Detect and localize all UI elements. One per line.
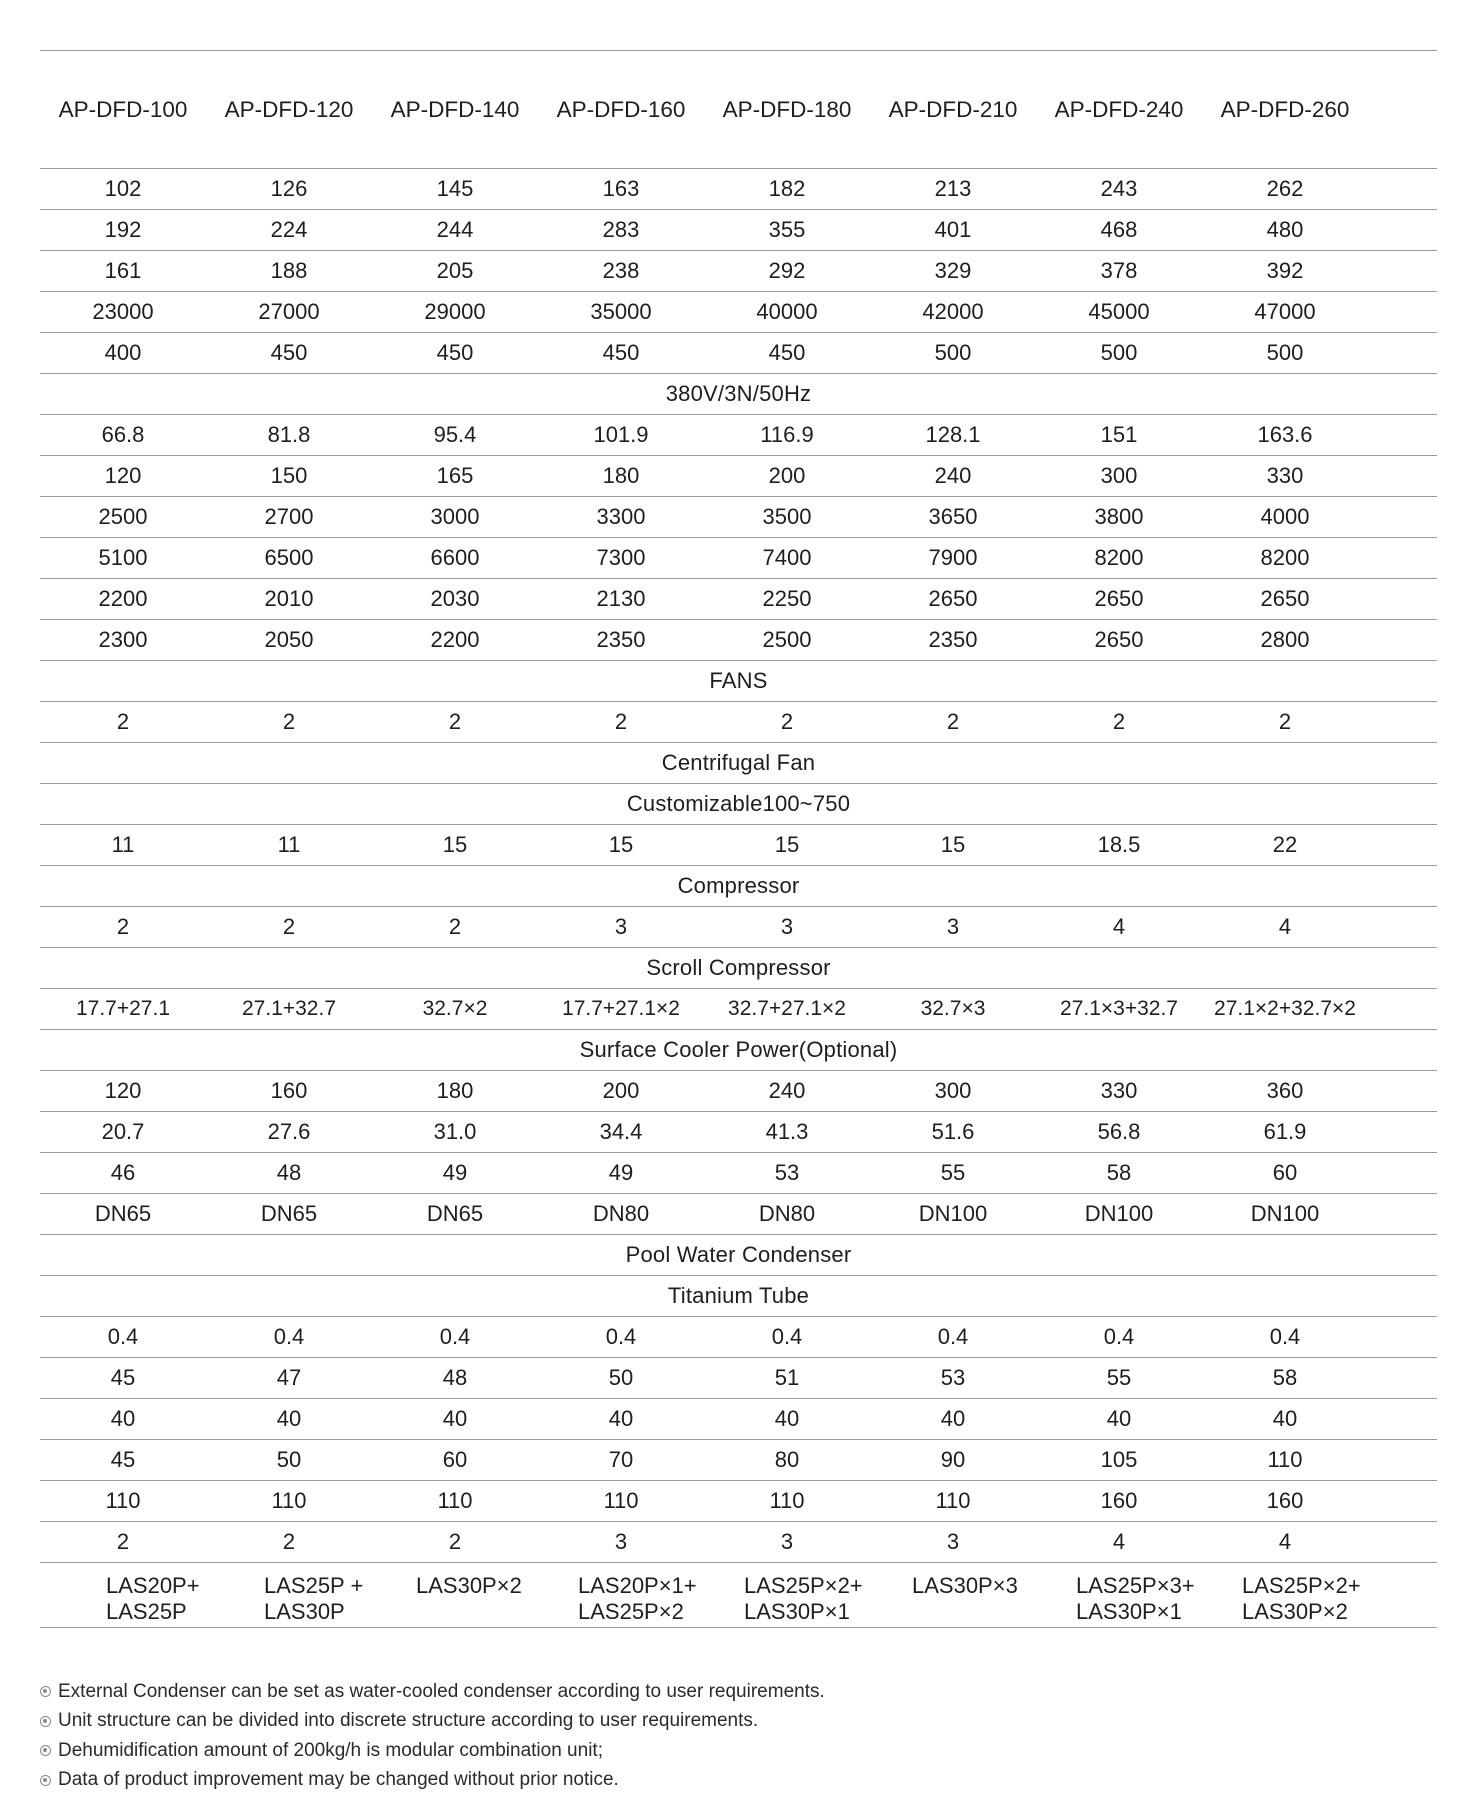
value-cell: 3 bbox=[780, 914, 794, 939]
value-cell: 53 bbox=[774, 1160, 800, 1185]
value-cell: 205 bbox=[436, 258, 474, 283]
value-cell: 49 bbox=[442, 1160, 468, 1185]
value-cell: 40000 bbox=[756, 299, 818, 324]
value-cell: DN80 bbox=[758, 1201, 816, 1226]
value-cell: 7900 bbox=[928, 545, 978, 570]
section-label: Customizable100~750 bbox=[626, 791, 851, 816]
value-cell: 27000 bbox=[258, 299, 320, 324]
combination-line: LAS30P×1 bbox=[744, 1599, 850, 1624]
model-name-cell: AP-DFD-260 bbox=[1220, 96, 1350, 122]
value-cell: 102 bbox=[104, 176, 142, 201]
value-cell: DN100 bbox=[918, 1201, 988, 1226]
data-row bbox=[40, 1071, 1437, 1112]
combination-line: LAS20P×1+ bbox=[578, 1573, 697, 1598]
model-header-row bbox=[40, 51, 1437, 169]
data-row bbox=[40, 497, 1437, 538]
value-cell: 17.7+27.1 bbox=[75, 997, 170, 1020]
value-cell: 110 bbox=[271, 1488, 307, 1513]
value-cell: 2 bbox=[614, 709, 628, 734]
value-cell: 58 bbox=[1272, 1365, 1298, 1390]
value-cell: 56.8 bbox=[1097, 1119, 1141, 1144]
note-text: Unit structure can be divided into discrete structure according to user requirements. bbox=[58, 1710, 759, 1732]
value-cell: 283 bbox=[602, 217, 640, 242]
value-cell: 8200 bbox=[1094, 545, 1144, 570]
data-row bbox=[40, 1399, 1437, 1440]
section-row bbox=[40, 866, 1437, 907]
section-label: FANS bbox=[709, 668, 768, 693]
value-cell: 182 bbox=[768, 176, 806, 201]
value-cell: 45000 bbox=[1088, 299, 1150, 324]
value-cell: 2500 bbox=[98, 504, 148, 529]
value-cell: 110 bbox=[105, 1488, 141, 1513]
value-cell: 224 bbox=[270, 217, 308, 242]
data-row bbox=[40, 620, 1437, 661]
model-name-cell: AP-DFD-240 bbox=[1054, 96, 1184, 122]
value-cell: 151 bbox=[1100, 422, 1138, 447]
value-cell: 200 bbox=[768, 463, 806, 488]
data-row bbox=[40, 579, 1437, 620]
combination-row bbox=[40, 1563, 1437, 1628]
value-cell: 27.1×3+32.7 bbox=[1060, 997, 1178, 1020]
value-cell: 3 bbox=[780, 1529, 794, 1554]
combination-cell bbox=[870, 1563, 1036, 1599]
section-label: Titanium Tube bbox=[667, 1283, 810, 1308]
value-cell: 27.1×2+32.7×2 bbox=[1214, 997, 1356, 1020]
value-cell: 101.9 bbox=[593, 422, 649, 447]
value-cell: 22 bbox=[1272, 832, 1298, 857]
data-row bbox=[40, 210, 1437, 251]
value-cell: 40 bbox=[1106, 1406, 1132, 1431]
data-row bbox=[40, 456, 1437, 497]
value-cell: 55 bbox=[940, 1160, 966, 1185]
value-cell: 2250 bbox=[762, 586, 812, 611]
combination-cell bbox=[1202, 1563, 1368, 1625]
combination-cell bbox=[206, 1563, 372, 1625]
value-cell: DN100 bbox=[1250, 1201, 1320, 1226]
data-row bbox=[40, 825, 1437, 866]
value-cell: 2350 bbox=[596, 627, 646, 652]
value-cell: 160 bbox=[1100, 1488, 1138, 1513]
value-cell: 165 bbox=[436, 463, 474, 488]
value-cell: 2 bbox=[1112, 709, 1126, 734]
note-text: Dehumidification amount of 200kg/h is modular combination unit; bbox=[58, 1739, 603, 1761]
value-cell: 120 bbox=[104, 1078, 142, 1103]
value-cell: 0.4 bbox=[273, 1324, 305, 1349]
value-cell: 330 bbox=[1100, 1078, 1138, 1103]
value-cell: 7400 bbox=[762, 545, 812, 570]
combination-line: LAS25P×2+ bbox=[1242, 1573, 1361, 1598]
value-cell: 4 bbox=[1112, 914, 1126, 939]
value-cell: 240 bbox=[934, 463, 972, 488]
data-row bbox=[40, 1112, 1437, 1153]
value-cell: 15 bbox=[940, 832, 966, 857]
value-cell: 58 bbox=[1106, 1160, 1132, 1185]
value-cell: 2650 bbox=[928, 586, 978, 611]
section-row bbox=[40, 743, 1437, 784]
note-item bbox=[40, 1766, 1340, 1796]
value-cell: 6600 bbox=[430, 545, 480, 570]
note-item bbox=[40, 1707, 1340, 1737]
value-cell: 244 bbox=[436, 217, 474, 242]
section-row bbox=[40, 784, 1437, 825]
notes-list bbox=[40, 1677, 1340, 1795]
value-cell: 45 bbox=[110, 1365, 136, 1390]
value-cell: 378 bbox=[1100, 258, 1138, 283]
value-cell: 2700 bbox=[264, 504, 314, 529]
value-cell: 3650 bbox=[928, 504, 978, 529]
section-row bbox=[40, 948, 1437, 989]
section-label: 380V/3N/50Hz bbox=[665, 381, 812, 406]
spec-table bbox=[40, 50, 1437, 1628]
section-label: Scroll Compressor bbox=[646, 955, 831, 980]
value-cell: 145 bbox=[436, 176, 474, 201]
value-cell: 40 bbox=[774, 1406, 800, 1431]
section-label: Compressor bbox=[677, 873, 800, 898]
section-row bbox=[40, 1235, 1437, 1276]
value-cell: 11 bbox=[111, 832, 135, 857]
value-cell: 47 bbox=[276, 1365, 302, 1390]
value-cell: 2130 bbox=[596, 586, 646, 611]
value-cell: 2 bbox=[1278, 709, 1292, 734]
value-cell: 163 bbox=[602, 176, 640, 201]
value-cell: 40 bbox=[276, 1406, 302, 1431]
value-cell: 2010 bbox=[264, 586, 314, 611]
section-label: Centrifugal Fan bbox=[661, 750, 816, 775]
section-label: Pool Water Condenser bbox=[625, 1242, 852, 1267]
data-row bbox=[40, 702, 1437, 743]
value-cell: 15 bbox=[774, 832, 800, 857]
value-cell: 3000 bbox=[430, 504, 480, 529]
value-cell: 2300 bbox=[98, 627, 148, 652]
value-cell: 80 bbox=[774, 1447, 800, 1472]
value-cell: DN80 bbox=[592, 1201, 650, 1226]
value-cell: 330 bbox=[1266, 463, 1304, 488]
value-cell: 40 bbox=[110, 1406, 136, 1431]
value-cell: 46 bbox=[110, 1160, 136, 1185]
combination-cell bbox=[704, 1563, 870, 1625]
value-cell: 360 bbox=[1266, 1078, 1304, 1103]
value-cell: 51 bbox=[774, 1365, 800, 1390]
value-cell: 51.6 bbox=[931, 1119, 975, 1144]
value-cell: 450 bbox=[270, 340, 308, 365]
value-cell: 2 bbox=[116, 914, 130, 939]
value-cell: 238 bbox=[602, 258, 640, 283]
value-cell: 450 bbox=[602, 340, 640, 365]
value-cell: 161 bbox=[104, 258, 142, 283]
value-cell: 180 bbox=[602, 463, 640, 488]
value-cell: 0.4 bbox=[107, 1324, 139, 1349]
value-cell: 3300 bbox=[596, 504, 646, 529]
section-row bbox=[40, 1030, 1437, 1071]
value-cell: 53 bbox=[940, 1365, 966, 1390]
value-cell: 90 bbox=[940, 1447, 966, 1472]
value-cell: 150 bbox=[270, 463, 308, 488]
value-cell: 3 bbox=[614, 1529, 628, 1554]
value-cell: 355 bbox=[768, 217, 806, 242]
value-cell: 163.6 bbox=[1257, 422, 1313, 447]
data-row bbox=[40, 169, 1437, 210]
value-cell: 2 bbox=[448, 1529, 462, 1554]
value-cell: DN65 bbox=[426, 1201, 484, 1226]
combination-cell bbox=[538, 1563, 704, 1625]
value-cell: 2650 bbox=[1260, 586, 1310, 611]
data-row bbox=[40, 907, 1437, 948]
value-cell: 60 bbox=[442, 1447, 468, 1472]
value-cell: 5100 bbox=[98, 545, 148, 570]
data-row bbox=[40, 1358, 1437, 1399]
bullet-icon bbox=[40, 1745, 51, 1756]
value-cell: 180 bbox=[436, 1078, 474, 1103]
model-name-cell: AP-DFD-180 bbox=[722, 96, 852, 122]
data-row bbox=[40, 1440, 1437, 1481]
value-cell: 29000 bbox=[424, 299, 486, 324]
value-cell: 50 bbox=[276, 1447, 302, 1472]
value-cell: 3800 bbox=[1094, 504, 1144, 529]
value-cell: 329 bbox=[934, 258, 972, 283]
data-row bbox=[40, 415, 1437, 456]
value-cell: 262 bbox=[1266, 176, 1304, 201]
value-cell: 23000 bbox=[92, 299, 154, 324]
value-cell: 2350 bbox=[928, 627, 978, 652]
value-cell: 31.0 bbox=[433, 1119, 477, 1144]
value-cell: 15 bbox=[442, 832, 468, 857]
data-row bbox=[40, 251, 1437, 292]
value-cell: 2 bbox=[946, 709, 960, 734]
value-cell: 240 bbox=[768, 1078, 806, 1103]
value-cell: 3500 bbox=[762, 504, 812, 529]
value-cell: 292 bbox=[768, 258, 806, 283]
value-cell: 49 bbox=[608, 1160, 634, 1185]
value-cell: 2 bbox=[282, 914, 296, 939]
value-cell: 0.4 bbox=[605, 1324, 637, 1349]
value-cell: 2030 bbox=[430, 586, 480, 611]
value-cell: 66.8 bbox=[101, 422, 145, 447]
value-cell: 50 bbox=[608, 1365, 634, 1390]
value-cell: 15 bbox=[608, 832, 634, 857]
combination-line: LAS30P×2 bbox=[416, 1573, 522, 1598]
value-cell: 500 bbox=[1100, 340, 1138, 365]
value-cell: 41.3 bbox=[765, 1119, 809, 1144]
value-cell: 32.7×3 bbox=[920, 997, 986, 1020]
value-cell: 2650 bbox=[1094, 586, 1144, 611]
value-cell: 4 bbox=[1112, 1529, 1126, 1554]
section-row bbox=[40, 1276, 1437, 1317]
value-cell: 40 bbox=[1272, 1406, 1298, 1431]
section-label: Surface Cooler Power(Optional) bbox=[579, 1037, 898, 1062]
value-cell: 3 bbox=[946, 1529, 960, 1554]
data-row bbox=[40, 1194, 1437, 1235]
value-cell: 160 bbox=[270, 1078, 308, 1103]
value-cell: DN100 bbox=[1084, 1201, 1154, 1226]
value-cell: 2 bbox=[116, 709, 130, 734]
value-cell: 17.7+27.1×2 bbox=[562, 997, 680, 1020]
combination-line: LAS25P×2 bbox=[578, 1599, 684, 1624]
value-cell: 3 bbox=[946, 914, 960, 939]
value-cell: 105 bbox=[1100, 1447, 1138, 1472]
combination-line: LAS20P+ bbox=[106, 1573, 200, 1598]
value-cell: 40 bbox=[940, 1406, 966, 1431]
value-cell: 2 bbox=[780, 709, 794, 734]
model-name-cell: AP-DFD-120 bbox=[224, 96, 354, 122]
value-cell: 110 bbox=[935, 1488, 971, 1513]
value-cell: 213 bbox=[934, 176, 972, 201]
value-cell: 300 bbox=[934, 1078, 972, 1103]
value-cell: 0.4 bbox=[771, 1324, 803, 1349]
bullet-icon bbox=[40, 1716, 51, 1727]
combination-line: LAS30P×3 bbox=[912, 1573, 1018, 1598]
value-cell: 4 bbox=[1278, 914, 1292, 939]
value-cell: 32.7+27.1×2 bbox=[728, 997, 846, 1020]
model-name-cell: AP-DFD-160 bbox=[556, 96, 686, 122]
value-cell: 126 bbox=[270, 176, 308, 201]
value-cell: 40 bbox=[608, 1406, 634, 1431]
bullet-icon bbox=[40, 1775, 51, 1786]
value-cell: 70 bbox=[608, 1447, 634, 1472]
value-cell: 32.7×2 bbox=[422, 997, 488, 1020]
model-name-cell: AP-DFD-100 bbox=[58, 96, 188, 122]
value-cell: 35000 bbox=[590, 299, 652, 324]
value-cell: 128.1 bbox=[925, 422, 981, 447]
value-cell: 2 bbox=[282, 1529, 296, 1554]
combination-cell bbox=[372, 1563, 538, 1599]
data-row bbox=[40, 1481, 1437, 1522]
value-cell: 0.4 bbox=[1103, 1324, 1135, 1349]
value-cell: 2200 bbox=[430, 627, 480, 652]
data-row bbox=[40, 989, 1437, 1030]
value-cell: 34.4 bbox=[599, 1119, 643, 1144]
data-row bbox=[40, 333, 1437, 374]
value-cell: 160 bbox=[1266, 1488, 1304, 1513]
value-cell: 27.6 bbox=[267, 1119, 311, 1144]
value-cell: 2 bbox=[116, 1529, 130, 1554]
value-cell: 20.7 bbox=[101, 1119, 145, 1144]
note-item bbox=[40, 1677, 1340, 1707]
value-cell: 400 bbox=[104, 340, 142, 365]
value-cell: 0.4 bbox=[439, 1324, 471, 1349]
value-cell: 40 bbox=[442, 1406, 468, 1431]
section-row bbox=[40, 374, 1437, 415]
value-cell: 4000 bbox=[1260, 504, 1310, 529]
value-cell: 120 bbox=[104, 463, 142, 488]
model-name-cell: AP-DFD-210 bbox=[888, 96, 1018, 122]
data-row bbox=[40, 538, 1437, 579]
value-cell: 45 bbox=[110, 1447, 136, 1472]
value-cell: 243 bbox=[1100, 176, 1138, 201]
combination-cell bbox=[1036, 1563, 1202, 1625]
value-cell: 200 bbox=[602, 1078, 640, 1103]
value-cell: 27.1+32.7 bbox=[241, 997, 336, 1020]
value-cell: 48 bbox=[276, 1160, 302, 1185]
value-cell: 110 bbox=[437, 1488, 473, 1513]
value-cell: 450 bbox=[768, 340, 806, 365]
value-cell: 0.4 bbox=[937, 1324, 969, 1349]
combination-line: LAS25P bbox=[106, 1599, 187, 1624]
combination-line: LAS30P bbox=[264, 1599, 345, 1624]
value-cell: 2 bbox=[282, 709, 296, 734]
value-cell: 55 bbox=[1106, 1365, 1132, 1390]
value-cell: 468 bbox=[1100, 217, 1138, 242]
value-cell: 4 bbox=[1278, 1529, 1292, 1554]
value-cell: 480 bbox=[1266, 217, 1304, 242]
value-cell: 2650 bbox=[1094, 627, 1144, 652]
note-text: Data of product improvement may be changed without prior notice. bbox=[58, 1769, 619, 1791]
value-cell: 60 bbox=[1272, 1160, 1298, 1185]
value-cell: 2050 bbox=[264, 627, 314, 652]
model-name-cell: AP-DFD-140 bbox=[390, 96, 520, 122]
data-row bbox=[40, 1153, 1437, 1194]
combination-line: LAS25P + bbox=[264, 1573, 364, 1598]
value-cell: 110 bbox=[603, 1488, 639, 1513]
value-cell: 0.4 bbox=[1269, 1324, 1301, 1349]
value-cell: 95.4 bbox=[433, 422, 477, 447]
value-cell: 110 bbox=[769, 1488, 805, 1513]
value-cell: DN65 bbox=[260, 1201, 318, 1226]
value-cell: 11 bbox=[277, 832, 301, 857]
value-cell: 116.9 bbox=[760, 422, 814, 447]
value-cell: 500 bbox=[934, 340, 972, 365]
value-cell: 18.5 bbox=[1097, 832, 1141, 857]
value-cell: 110 bbox=[1267, 1447, 1303, 1472]
value-cell: 392 bbox=[1266, 258, 1304, 283]
value-cell: 300 bbox=[1100, 463, 1138, 488]
section-row bbox=[40, 661, 1437, 702]
value-cell: 6500 bbox=[264, 545, 314, 570]
value-cell: 192 bbox=[104, 217, 142, 242]
data-row bbox=[40, 292, 1437, 333]
combination-line: LAS30P×1 bbox=[1076, 1599, 1182, 1624]
value-cell: 3 bbox=[614, 914, 628, 939]
value-cell: 8200 bbox=[1260, 545, 1310, 570]
data-row bbox=[40, 1522, 1437, 1563]
value-cell: 2 bbox=[448, 709, 462, 734]
value-cell: 2200 bbox=[98, 586, 148, 611]
value-cell: 42000 bbox=[922, 299, 984, 324]
value-cell: 81.8 bbox=[267, 422, 311, 447]
combination-cell bbox=[40, 1563, 206, 1625]
value-cell: 500 bbox=[1266, 340, 1304, 365]
value-cell: 450 bbox=[436, 340, 474, 365]
value-cell: 47000 bbox=[1254, 299, 1316, 324]
combination-line: LAS30P×2 bbox=[1242, 1599, 1348, 1624]
value-cell: 7300 bbox=[596, 545, 646, 570]
value-cell: DN65 bbox=[94, 1201, 152, 1226]
value-cell: 2500 bbox=[762, 627, 812, 652]
bullet-icon bbox=[40, 1686, 51, 1697]
data-row bbox=[40, 1317, 1437, 1358]
combination-line: LAS25P×3+ bbox=[1076, 1573, 1195, 1598]
value-cell: 188 bbox=[270, 258, 308, 283]
combination-line: LAS25P×2+ bbox=[744, 1573, 863, 1598]
note-text: External Condenser can be set as water-cooled condenser according to user requirements. bbox=[58, 1680, 825, 1702]
note-item bbox=[40, 1736, 1340, 1766]
value-cell: 61.9 bbox=[1263, 1119, 1307, 1144]
value-cell: 401 bbox=[934, 217, 972, 242]
value-cell: 2800 bbox=[1260, 627, 1310, 652]
value-cell: 48 bbox=[442, 1365, 468, 1390]
value-cell: 2 bbox=[448, 914, 462, 939]
